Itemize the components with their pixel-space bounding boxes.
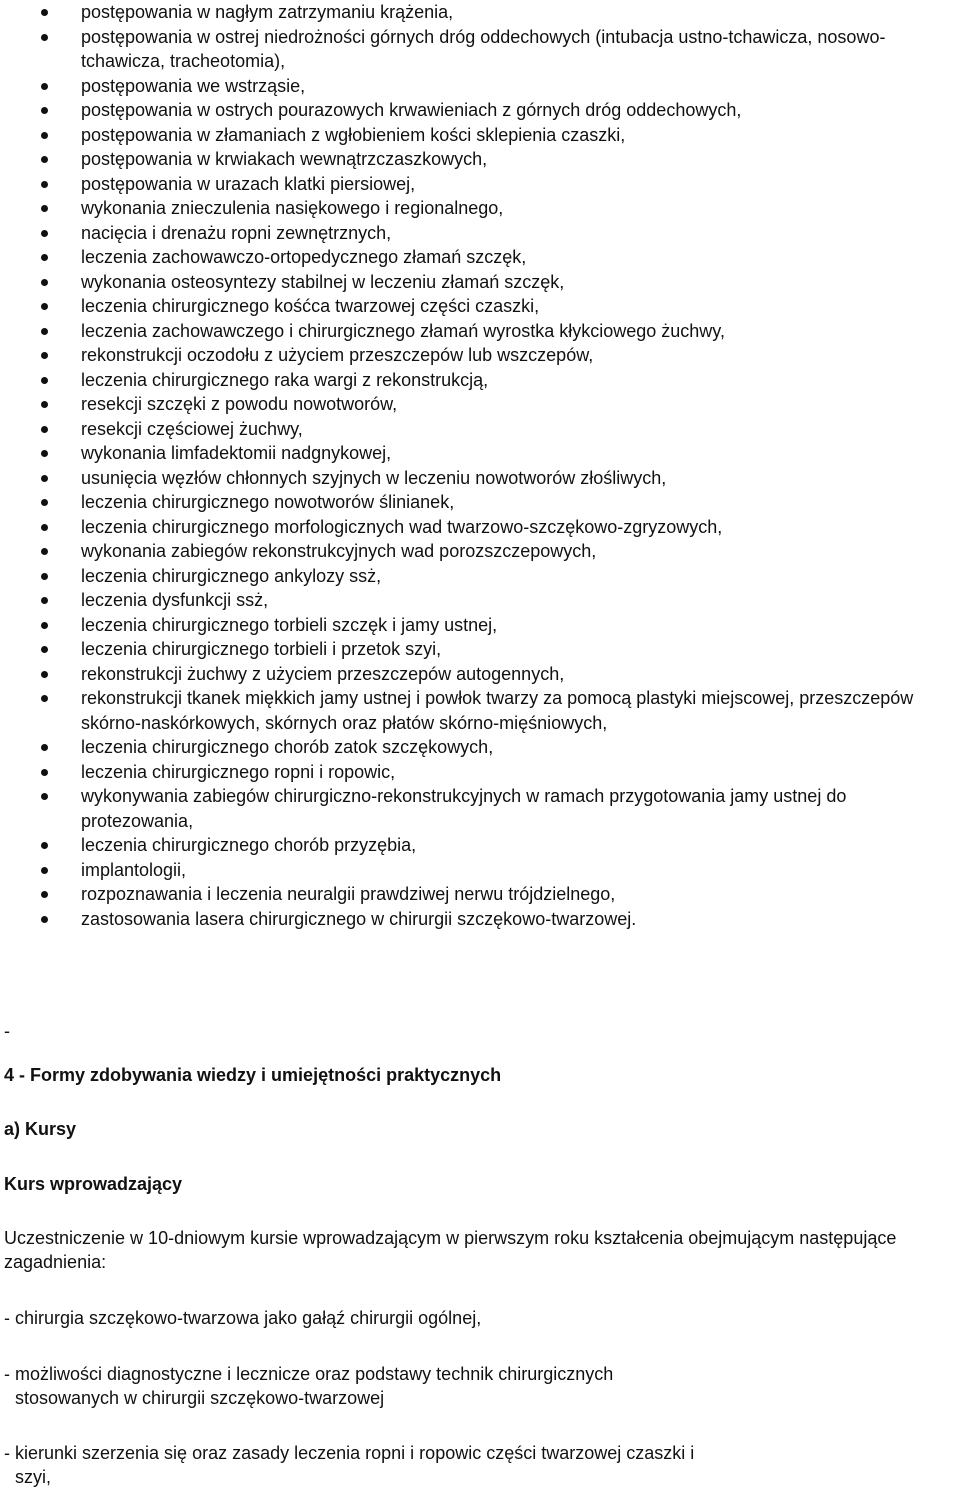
list-item: leczenia chirurgicznego raka wargi z rekonstrukcją, — [0, 368, 960, 393]
topic-item — [4, 1306, 954, 1330]
list-item: wykonania znieczulenia nasiękowego i regionalnego, — [0, 196, 960, 221]
list-item: rekonstrukcji oczodołu z użyciem przeszczepów lub wszczepów, — [0, 343, 960, 368]
topic-line: - kierunki szerzenia się oraz zasady leczenia ropni i ropowic części twarzowej czaszki i — [4, 1443, 695, 1463]
list-item: postępowania w nagłym zatrzymaniu krążenia, — [0, 0, 960, 25]
list-item: rekonstrukcji tkanek miękkich jamy ustnej i powłok twarzy za pomocą plastyki miejscowej, przeszczepów skórno-naskórkowych, skórnych oraz płatów skórno-mięśniowych, — [0, 686, 960, 735]
list-item: postępowania w ostrej niedrożności górnych dróg oddechowych (intubacja ustno-tchawicza, nosowo-tchawicza, tracheotomia), — [0, 25, 960, 74]
list-item: leczenia chirurgicznego nowotworów ślinianek, — [0, 490, 960, 515]
list-item: postępowania w urazach klatki piersiowej, — [0, 172, 960, 197]
list-item: leczenia chirurgicznego chorób zatok szczękowych, — [0, 735, 960, 760]
list-item: postępowania w ostrych pourazowych krwawieniach z górnych dróg oddechowych, — [0, 98, 960, 123]
list-item: postępowania w krwiakach wewnątrzczaszkowych, — [0, 147, 960, 172]
list-item: leczenia dysfunkcji ssż, — [0, 588, 960, 613]
list-item: postępowania we wstrząsie, — [0, 74, 960, 99]
list-item: wykonania zabiegów rekonstrukcyjnych wad porozszczepowych, — [0, 539, 960, 564]
intro-paragraph: Uczestniczenie w 10-dniowym kursie wprowadzającym w pierwszym roku kształcenia obejmującym następujące zagadnienia: — [4, 1228, 897, 1272]
list-item: leczenia zachowawczego i chirurgicznego złamań wyrostka kłykciowego żuchwy, — [0, 319, 960, 344]
list-item: rozpoznawania i leczenia neuralgii prawdziwej nerwu trójdzielnego, — [0, 882, 960, 907]
list-item: implantologii, — [0, 858, 960, 883]
topic-item — [4, 1441, 954, 1489]
list-item: rekonstrukcji żuchwy z użyciem przeszczepów autogennych, — [0, 662, 960, 687]
list-item: wykonania limfadektomii nadgnykowej, — [0, 441, 960, 466]
subheading-courses: a) Kursy — [4, 1119, 77, 1139]
list-item: usunięcia węzłów chłonnych szyjnych w leczeniu nowotworów złośliwych, — [0, 466, 960, 491]
topic-item — [4, 1362, 954, 1410]
list-item: resekcji częściowej żuchwy, — [0, 417, 960, 442]
list-item: leczenia chirurgicznego torbieli i przetok szyi, — [0, 637, 960, 662]
list-item: resekcji szczęki z powodu nowotworów, — [0, 392, 960, 417]
list-item: wykonania osteosyntezy stabilnej w leczeniu złamań szczęk, — [0, 270, 960, 295]
list-item: leczenia chirurgicznego ankylozy ssż, — [0, 564, 960, 589]
list-item: wykonywania zabiegów chirurgiczno-rekonstrukcyjnych w ramach przygotowania jamy ustnej do protezowania, — [0, 784, 960, 833]
list-item: leczenia chirurgicznego morfologicznych wad twarzowo-szczękowo-zgryzowych, — [0, 515, 960, 540]
dash-separator: - — [4, 1021, 10, 1041]
list-item: postępowania w złamaniach z wgłobieniem kości sklepienia czaszki, — [0, 123, 960, 148]
list-item: nacięcia i drenażu ropni zewnętrznych, — [0, 221, 960, 246]
topic-line: - chirurgia szczękowo-twarzowa jako gałąź chirurgii ogólnej, — [4, 1308, 482, 1328]
list-item: leczenia chirurgicznego torbieli szczęk i jamy ustnej, — [0, 613, 960, 638]
list-item: leczenia chirurgicznego chorób przyzębia, — [0, 833, 960, 858]
list-item: leczenia chirurgicznego ropni i ropowic, — [0, 760, 960, 785]
list-item: leczenia zachowawczo-ortopedycznego złamań szczęk, — [0, 245, 960, 270]
list-item: zastosowania lasera chirurgicznego w chirurgii szczękowo-twarzowej. — [0, 907, 960, 932]
subheading-intro-course: Kurs wprowadzający — [4, 1174, 183, 1194]
topic-line-continuation: szyi, — [15, 1467, 51, 1487]
section-heading: 4 - Formy zdobywania wiedzy i umiejętności praktycznych — [4, 1065, 502, 1085]
topic-line: - możliwości diagnostyczne i lecznicze oraz podstawy technik chirurgicznych — [4, 1364, 614, 1384]
topic-line-continuation: stosowanych w chirurgii szczękowo-twarzowej — [15, 1388, 385, 1408]
list-item: leczenia chirurgicznego kośćca twarzowej części czaszki, — [0, 294, 960, 319]
